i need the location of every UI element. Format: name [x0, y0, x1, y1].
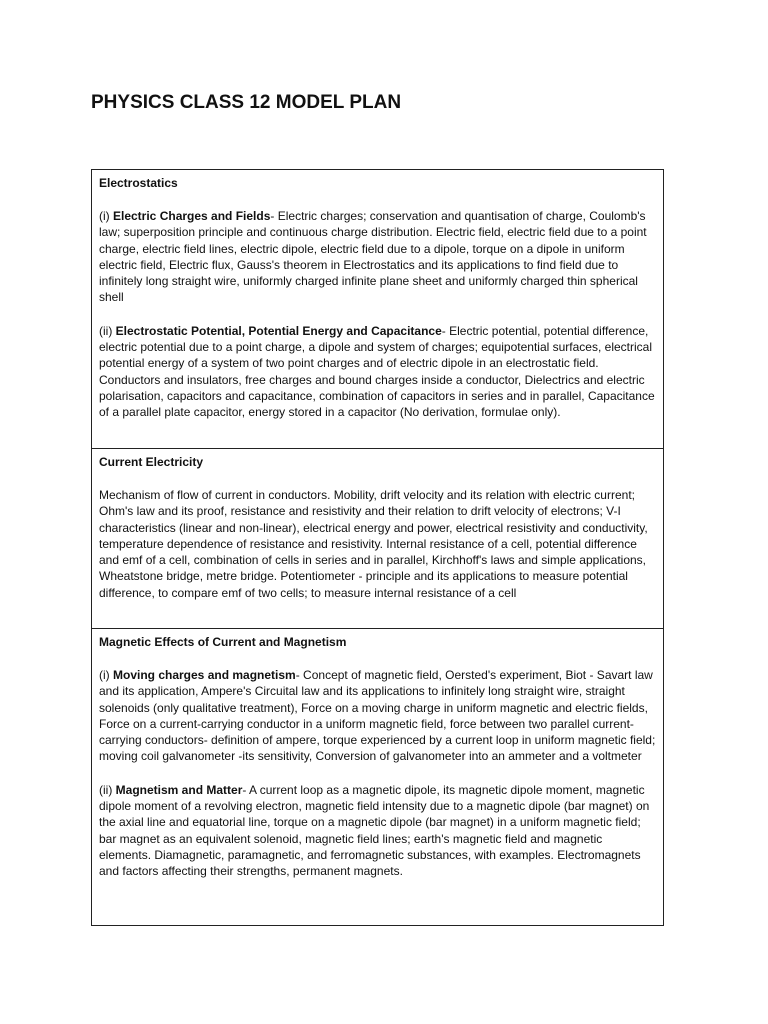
unit-current-electricity [92, 449, 663, 629]
section-prefix: (ii) [99, 323, 116, 338]
section-paragraph [99, 667, 657, 765]
unit-title: Current Electricity [99, 455, 204, 469]
section-body: - Concept of magnetic field, Oersted's experiment, Biot - Savart law and its application, Ampere's Circuital law and its applications to infinitely long straight wire, straight solenoids (only qualitative treatment), Force on a moving charge in uniform magnetic and electric fields, Force on a current-carrying conductor in a uniform magnetic field, force between two parallel current-carrying conductors- definition of ampere, torque experienced by a current loop in uniform magnetic field; moving coil galvanometer -its sensitivity, Conversion of galvanometer into an ammeter and a voltmeter [99, 668, 656, 764]
unit-electrostatics [92, 170, 663, 449]
section-paragraph [99, 323, 657, 421]
section-paragraph [99, 208, 657, 306]
section-paragraph [99, 782, 657, 880]
section-prefix: (i) [99, 209, 113, 223]
section-heading: Electric Charges and Fields [113, 209, 271, 223]
unit-title: Magnetic Effects of Current and Magnetism [99, 635, 347, 649]
section-body: - A current loop as a magnetic dipole, its magnetic dipole moment, magnetic dipole moment of a revolving electron, magnetic field intensity due to a magnetic dipole (bar magnet) on the axial line and equatorial line, torque on a magnetic dipole (bar magnet) in a uniform magnetic field; bar magnet as an equivalent solenoid, magnetic field lines; earth's magnetic field and magnetic elements. Diamagnetic, paramagnetic, and ferromagnetic substances, with examples. Electromagnets and factors affecting their strengths, permanent magnets. [99, 782, 650, 879]
section-body: Mechanism of flow of current in conductors. Mobility, drift velocity and its relation with electric current; Ohm's law and its proof, resistance and resistivity and their relation to drift velocity of electrons; V-I characteristics (linear and non-linear), electrical energy and power, electrical resistivity and conductivity, temperature dependence of resistance and resistivity. Internal resistance of a cell, potential difference and emf of a cell, combination of cells in series and in parallel, Kirchhoff's laws and simple applications, Wheatstone bridge, metre bridge. Potentiometer - principle and its applications to measure potential difference, to compare emf of two cells; to measure internal resistance of a cell [99, 488, 648, 600]
section-paragraph [99, 487, 657, 601]
page-title: PHYSICS CLASS 12 MODEL PLAN [91, 92, 402, 113]
section-heading: Magnetism and Matter [115, 782, 243, 797]
section-body: - Electric charges; conservation and quantisation of charge, Coulomb's law; superposition principle and continuous charge distribution. Electric field, electric field due to a point charge, electric field lines, electric dipole, electric field due to a dipole, torque on a dipole in uniform electric field, Electric flux, Gauss's theorem in Electrostatics and its applications to find field due to infinitely long straight wire, uniformly charged infinite plane sheet and uniformly charged thin spherical shell [99, 209, 647, 305]
section-prefix: (ii) [99, 782, 116, 797]
unit-magnetic-effects [92, 629, 663, 925]
section-body: - Electric potential, potential difference, electric potential due to a point charge, a dipole and system of charges; equipotential surfaces, electrical potential energy of a system of two point charges and of electric dipole in an electrostatic field. Conductors and insulators, free charges and bound charges inside a conductor, Dielectrics and electric polarisation, capacitors and capacitance, combination of capacitors in series and in parallel, Capacitance of a parallel plate capacitor, energy stored in a capacitor (No derivation, formulae only). [99, 323, 655, 420]
unit-title: Electrostatics [99, 176, 178, 190]
syllabus-table [91, 169, 664, 926]
section-heading: Electrostatic Potential, Potential Energy and Capacitance [115, 323, 442, 338]
section-prefix: (i) [99, 668, 113, 682]
section-heading: Moving charges and magnetism [113, 668, 296, 682]
